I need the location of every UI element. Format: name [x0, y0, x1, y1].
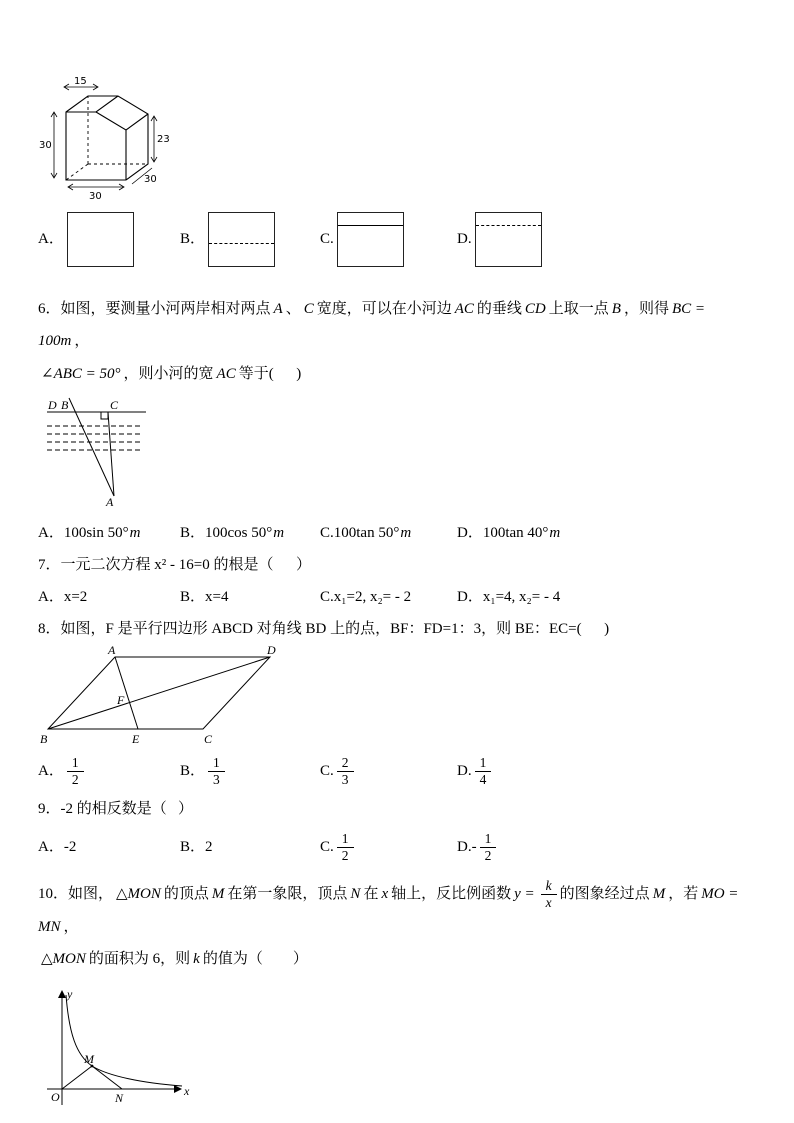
q8-parallelogram-svg: [38, 645, 283, 747]
segment-MN: [92, 1066, 122, 1089]
text-part: 在第一象限，顶点: [227, 885, 348, 902]
option-label: D.: [457, 838, 472, 855]
right-angle-mark: [101, 412, 108, 419]
option-label: A．: [38, 230, 64, 247]
math-part: x: [381, 885, 389, 902]
text-part: ，若: [668, 885, 699, 902]
q9-option-c: [320, 831, 457, 864]
q8-figure-labels: [40, 645, 276, 746]
option-label: D．: [457, 588, 483, 605]
text-part: 宽度，可以在小河边: [316, 301, 452, 317]
q7-option-b: [180, 582, 320, 614]
y-axis-arrow: [58, 990, 66, 998]
option-value: 100tan 40°: [482, 524, 549, 541]
option-label: D.: [457, 230, 472, 247]
option-label: B．: [180, 762, 206, 779]
option-label: A．: [38, 762, 64, 779]
segment-OM: [62, 1066, 92, 1089]
q6-option-a: [38, 518, 180, 550]
dim-right-label: 23: [157, 134, 170, 145]
text-part: 的面积为 6，则: [88, 951, 191, 968]
q6-river-svg: [44, 396, 156, 508]
q5-solid-figure: [38, 74, 760, 204]
q10-stem-line2: [38, 943, 760, 975]
math-part: BC = 100m: [38, 301, 709, 350]
point-label-D: D: [267, 645, 276, 658]
axes-and-curve: [47, 992, 182, 1105]
q6-option-b: [180, 518, 320, 550]
q8-option-a: [38, 755, 180, 788]
q7-stem: 7．一元二次方程 x² - 16=0 的根是（ ）: [38, 557, 311, 574]
fraction: [337, 831, 354, 864]
fraction-denominator: 2: [341, 848, 349, 863]
option-label: D.: [457, 762, 472, 779]
river-figure-lines: [47, 398, 146, 496]
point-label-E: E: [132, 732, 140, 747]
point-label-A: A: [106, 494, 114, 508]
fraction-numerator: 1: [208, 755, 225, 772]
unit: m: [400, 524, 412, 541]
q6-option-c: [320, 518, 457, 550]
option-label: B．: [180, 230, 206, 247]
text-part: 10．如图，: [38, 885, 114, 902]
q9-options: [38, 826, 760, 870]
text-part: 的垂线: [476, 301, 522, 317]
q5-option-b: [180, 212, 320, 267]
q10-hyperbola-svg: [42, 985, 194, 1111]
option-label: A．: [38, 524, 64, 541]
point-label-B: B: [61, 397, 69, 412]
fraction-denominator: x: [545, 894, 552, 910]
math-part: k: [193, 951, 200, 968]
unit: m: [549, 524, 561, 541]
text-part: 的图象经过点: [559, 885, 650, 902]
point-label-D: D: [48, 397, 57, 412]
q7-option-c: [320, 582, 457, 614]
option-value: 100cos 50°: [205, 524, 273, 541]
q6-river-figure: [44, 396, 760, 508]
math-part: ∠ABC = 50°: [41, 365, 121, 382]
answer-box-dashed-top: [475, 212, 542, 267]
dim-top-label: 15: [74, 76, 87, 87]
math-part: △MON: [41, 951, 86, 968]
q8-stem: 8．如图，F 是平行四边形 ABCD 对角线 BD 上的点，BF：FD=1：3，则 BE：EC=( ): [38, 621, 610, 637]
q5-options: [38, 212, 760, 267]
q9-option-d: [457, 831, 760, 864]
math-part: △MON: [116, 885, 161, 902]
q9-stem: 9．-2 的相反数是（ ）: [38, 801, 193, 818]
axis-label-y: y: [67, 987, 73, 1002]
option-value: x₁=2, x₂= - 2: [333, 588, 412, 605]
q7-option-a: [38, 582, 180, 614]
text-part: ，: [63, 918, 79, 935]
q5-option-a: [38, 212, 180, 267]
q6-option-d: [457, 518, 760, 550]
axis-label-x: x: [184, 1084, 190, 1099]
q5-option-d: [457, 212, 760, 267]
q6-stem-line1: [38, 293, 760, 358]
option-label: B．: [180, 524, 206, 541]
q10-stem-line1: [38, 878, 760, 944]
text-part: ，: [74, 333, 90, 350]
point-label-M: M: [84, 1052, 94, 1067]
fraction-denominator: 3: [341, 771, 349, 787]
q6-options: [38, 518, 760, 550]
fraction-numerator: 1: [337, 831, 354, 848]
text-part: 6．如图，要测量小河两岸相对两点: [38, 301, 271, 317]
fraction-denominator: 3: [213, 771, 220, 787]
fraction-numerator: 1: [67, 755, 84, 772]
option-value: 100sin 50°: [63, 524, 129, 541]
math-part: M: [652, 885, 666, 902]
answer-box-solid-top: [337, 212, 404, 267]
point-label-B: B: [40, 732, 48, 747]
q9-option-b: [180, 832, 320, 864]
answer-box-plain: [67, 212, 134, 267]
minus-sign: -: [471, 838, 477, 855]
q5-option-c: [320, 212, 457, 267]
q8-options: [38, 749, 760, 793]
q5-solid-svg: [38, 74, 198, 204]
dimension-labels: [39, 76, 170, 202]
text-part: ，则小河的宽: [123, 365, 214, 382]
math-part: B: [611, 301, 621, 317]
dim-left-label: 30: [39, 140, 52, 151]
fraction-numerator: 2: [337, 755, 354, 772]
k-over-x-fraction: [541, 878, 557, 911]
option-label: C.: [320, 838, 334, 855]
fraction: [475, 755, 492, 788]
option-label: D．: [457, 524, 483, 541]
math-part: CD: [524, 301, 546, 317]
solid-top-line: [338, 225, 403, 226]
fraction-denominator: 2: [71, 771, 79, 787]
option-label: C.: [320, 588, 334, 605]
text-part: 等于( ): [238, 365, 302, 382]
river-width-AC: [108, 412, 114, 496]
point-label-F: F: [117, 693, 125, 708]
fraction-numerator: 1: [475, 755, 492, 772]
fraction-numerator: 1: [480, 831, 497, 848]
q7-options: [38, 582, 760, 614]
option-label: C.: [320, 762, 334, 779]
answer-box-dashed-middle: [208, 212, 275, 267]
dashed-top-line: [476, 225, 541, 226]
math-part: N: [350, 885, 361, 902]
q6-stem-line2: [38, 358, 760, 390]
point-label-C: C: [204, 732, 213, 747]
unit: m: [129, 524, 141, 541]
math-part: MO = MN: [38, 885, 743, 935]
option-label: B．: [180, 588, 206, 605]
text-part: 的顶点: [163, 885, 209, 902]
q10-hyperbola-figure: [42, 985, 760, 1111]
fraction-denominator: 4: [479, 771, 487, 787]
text-part: 在: [363, 885, 379, 902]
math-part: AC: [216, 365, 236, 382]
math-part: y =: [514, 885, 535, 902]
q8-option-c: [320, 755, 457, 788]
text-part: ，则得: [623, 301, 669, 317]
option-value: 2: [205, 838, 213, 855]
math-part: A: [273, 301, 283, 317]
river-water-lines: [47, 426, 142, 450]
point-label-N: N: [115, 1091, 124, 1106]
q9-option-a: [38, 832, 180, 864]
dim-bottom-label: 30: [89, 191, 102, 202]
option-value: 100tan 50°: [333, 524, 400, 541]
dashed-middle-line: [209, 243, 274, 244]
fraction: [480, 831, 497, 864]
option-value: x₁=4, x₂= - 4: [482, 588, 561, 605]
option-value: -2: [63, 838, 77, 855]
point-label-C: C: [110, 397, 119, 412]
solid-hidden-edges: [66, 96, 148, 180]
q8-option-d: [457, 755, 760, 788]
fraction: [67, 755, 84, 788]
q7-option-d: [457, 582, 760, 614]
dimension-lines: [51, 84, 157, 190]
point-label-A: A: [108, 645, 116, 658]
dim-depth-label: 30: [144, 174, 157, 185]
fraction: [208, 755, 225, 788]
text-part: 上取一点: [548, 301, 609, 317]
origin-label-O: O: [51, 1090, 60, 1105]
option-value: x=4: [205, 588, 229, 605]
option-value: x=2: [63, 588, 88, 605]
math-part: AC: [454, 301, 474, 317]
option-label: A．: [38, 588, 64, 605]
fraction-denominator: 2: [484, 848, 492, 863]
q8-option-b: [180, 755, 320, 788]
unit: m: [273, 524, 285, 541]
option-label: A．: [38, 838, 64, 855]
solid-visible-edges: [66, 96, 148, 180]
text-part: 的值为（ ）: [202, 951, 308, 968]
fraction: [337, 755, 354, 788]
option-label: B．: [180, 838, 206, 855]
math-part: C: [303, 301, 314, 317]
math-part: M: [211, 885, 225, 902]
option-label: C.: [320, 230, 334, 247]
sight-line-BA: [69, 398, 114, 496]
text-part: 轴上，反比例函数: [391, 885, 512, 902]
fraction-numerator: k: [541, 878, 557, 895]
q8-parallelogram-figure: [38, 645, 760, 747]
text-part: 、: [285, 301, 301, 317]
option-label: C.: [320, 524, 334, 541]
parallelogram-lines: [48, 657, 270, 729]
